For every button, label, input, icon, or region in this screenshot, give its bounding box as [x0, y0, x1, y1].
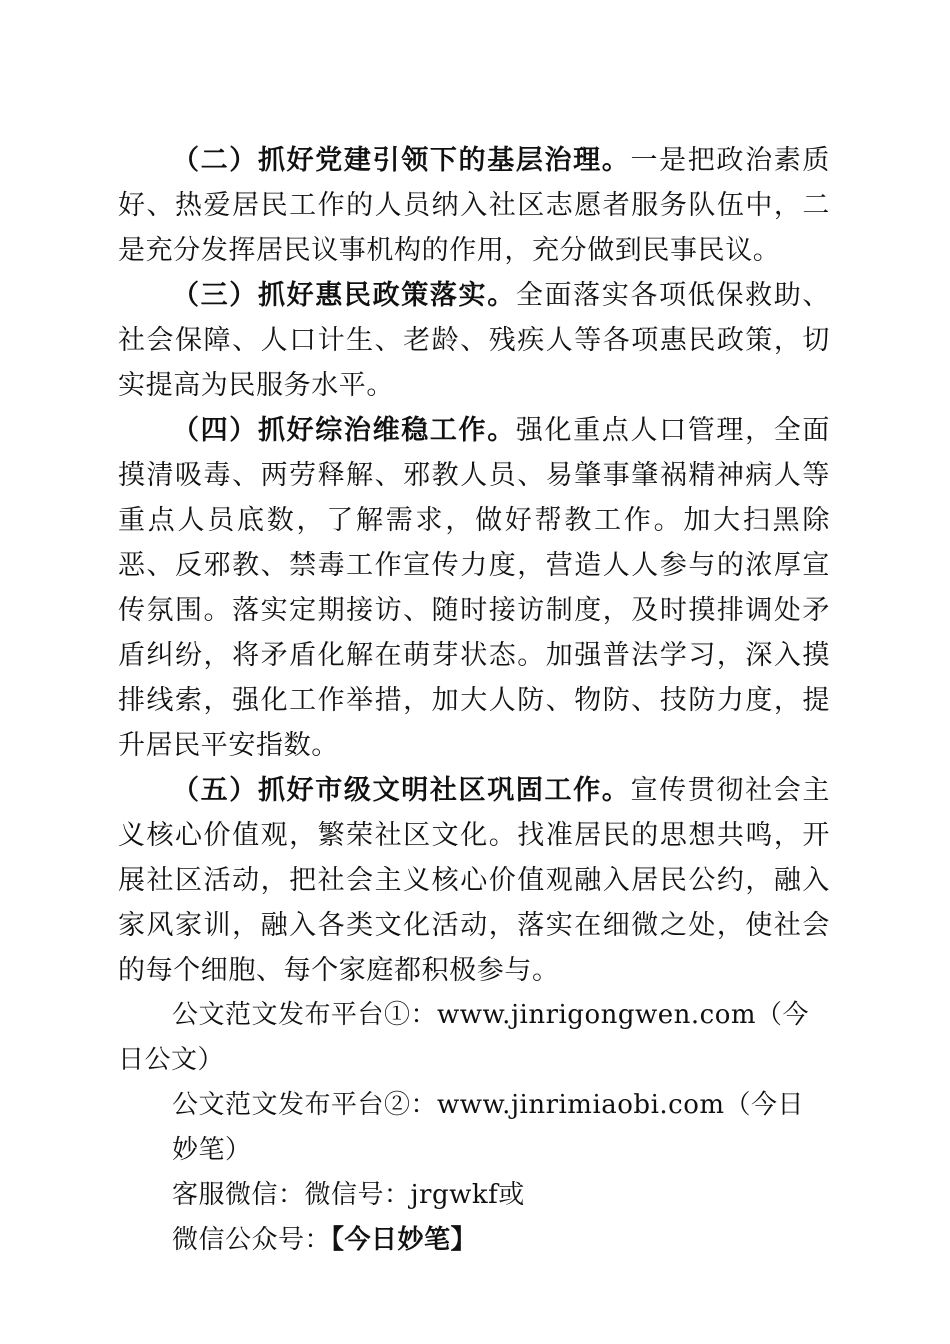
footer-wechat-name: 【今日妙笔】	[331, 1225, 478, 1255]
footer-wechat-label: 微信公众号：	[172, 1225, 332, 1255]
section-5-heading: （五）抓好市级文明社区巩固工作。	[172, 775, 631, 806]
section-5-body: 宣传贯彻社会主义核心价值观，繁荣社区文化。找准居民的思想共鸣，开展社区活动，把社会主义核心价值观融入居民公约，融入家风家训，融入各类文化活动，落实在细微之处，使社会的每个细胞、每个家庭都积极参与。	[118, 775, 830, 986]
section-2	[118, 138, 830, 273]
footer-service: 客服微信：微信号：jrgwkf或	[172, 1180, 525, 1210]
section-2-body: 一是把政治素质好、热爱居民工作的人员纳入社区志愿者服务队伍中，二是充分发挥居民议事机构的作用，充分做到民事民议。	[118, 145, 830, 266]
section-4-body: 强化重点人口管理，全面摸清吸毒、两劳释解、邪教人员、易肇事肇祸精神病人等重点人员底数，了解需求，做好帮教工作。加大扫黑除恶、反邪教、禁毒工作宣传力度，营造人人参与的浓厚宣传氛围。落实定期接访、随时接访制度，及时摸排调处矛盾纠纷，将矛盾化解在萌芽状态。加强普法学习，深入摸排线索，强化工作举措，加大人防、物防、技防力度，提升居民平安指数。	[118, 415, 830, 761]
section-4-heading: （四）抓好综治维稳工作。	[172, 415, 516, 446]
section-4	[118, 408, 830, 768]
section-3	[118, 273, 830, 408]
section-3-body: 全面落实各项低保救助、社会保障、人口计生、老龄、残疾人等各项惠民政策，切实提高为民服务水平。	[118, 280, 830, 401]
section-2-heading: （二）抓好党建引领下的基层治理。	[172, 145, 631, 176]
section-5	[118, 768, 830, 993]
footer-platform-2: 公文范文发布平台②：www.jinrimiaobi.com（今日妙笔）	[172, 1090, 805, 1165]
section-3-heading: （三）抓好惠民政策落实。	[172, 280, 516, 311]
footer-wechat	[118, 1218, 830, 1263]
document-page	[118, 138, 830, 1263]
footer-platform-1: 公文范文发布平台①：www.jinrigongwen.com（今日公文）	[118, 1000, 810, 1075]
